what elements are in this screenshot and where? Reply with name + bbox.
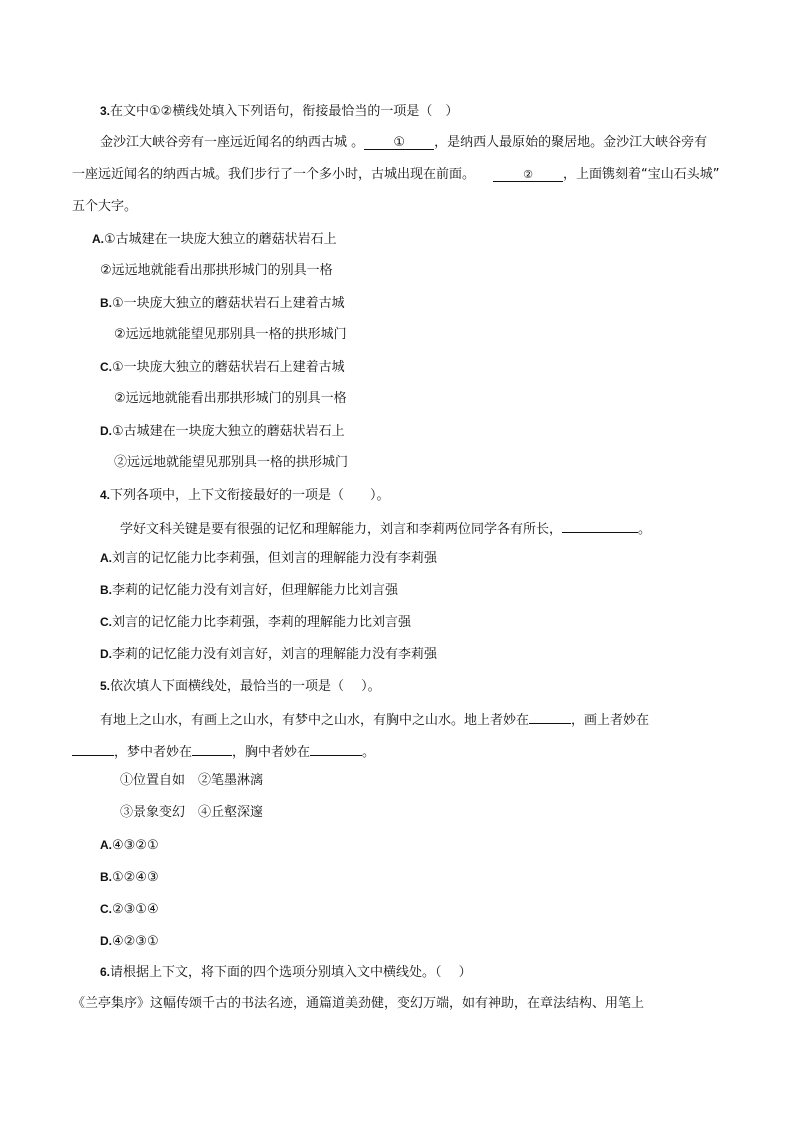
q5-passage-line-1: 有地上之山水，有画上之山水，有梦中之山水，有胸中之山水。地上者妙在 ，画上者妙在	[100, 709, 649, 730]
q5-blank-3	[192, 741, 232, 756]
q6-passage-line-1: 《兰亭集序》这幅传颂千古的书法名迹，通篇道美劲健，变幻万端，如有神助，在章法结构、用笔上	[72, 996, 645, 1011]
q3-stem: 3.在文中①②横线处填入下列语句，衔接最恰当的一项是（ ）	[100, 104, 459, 119]
q4-stem: 4.下列各项中，上下文衔接最好的一项是（ ）。	[100, 488, 390, 503]
q5-option-a: A.④③②①	[100, 838, 159, 853]
q4-option-b: B.李莉的记忆能力没有刘言好，但理解能力比刘言强	[100, 583, 399, 598]
q6-stem: 6.请根据上下文，将下面的四个选项分别填入文中横线处。（ ）	[100, 965, 472, 980]
q3-option-b-line-2: ②远远地就能望见那别具一格的拱形城门	[114, 327, 347, 342]
q3-option-c-line-1: C.①一块庞大独立的蘑菇状岩石上建着古城	[100, 360, 345, 375]
q5-choices-line-2: ③景象变幻 ④丘壑深邃	[120, 805, 264, 820]
q5-blank-1	[529, 709, 571, 724]
q5-option-c: C.②③①④	[100, 902, 159, 917]
q3-option-d-line-2: ②远远地就能望见那别具一格的拱形城门	[114, 455, 349, 470]
q4-option-d: D.李莉的记忆能力没有刘言好，刘言的理解能力没有李莉强	[100, 647, 438, 662]
q5-option-d: D.④②③①	[100, 934, 159, 949]
q4-option-a: A.刘言的记忆能力比李莉强，但刘言的理解能力没有李莉强	[100, 551, 438, 566]
q5-blank-4	[310, 741, 362, 756]
q3-passage-line-3: 五个大字。	[72, 199, 138, 214]
q3-option-c-line-2: ②远远地就能看出那拱形城门的别具一格	[114, 391, 347, 406]
q5-blank-2	[72, 741, 114, 756]
q4-passage: 学好文科关键是要有很强的记忆和理解能力，刘言和李莉两位同学各有所长， 。	[120, 518, 651, 539]
q3-blank-2: ②	[493, 167, 563, 182]
q4-option-c: C.刘言的记忆能力比李莉强，李莉的理解能力比刘言强	[100, 615, 412, 630]
q5-stem: 5.依次填人下面横线处，最恰当的一项是（ ）。	[100, 679, 381, 694]
q3-option-b-line-1: B.①一块庞大独立的蘑菇状岩石上建着古城	[100, 296, 345, 311]
q3-passage-line-1: 金沙江大峡谷旁有一座远近闻名的纳西古城 。 ① ，是纳西人最原始的聚居地。金沙江大峡谷旁有	[100, 135, 708, 150]
q5-option-b: B.①②④③	[100, 870, 159, 885]
q5-choices-line-1: ①位置自如 ②笔墨淋漓	[120, 773, 264, 788]
q3-option-d-line-1: D.①古城建在一块庞大独立的蘑菇状岩石上	[100, 424, 345, 439]
q5-passage-line-2: ，梦中者妙在 ，胸中者妙在 。	[72, 741, 375, 762]
q3-option-a-line-2: ②远远地就能看出那拱形城门的别具一格	[100, 263, 333, 278]
q3-option-a-line-1: A.①古城建在一块庞大独立的蘑菇状岩石上	[92, 232, 337, 247]
q3-passage-line-2: 一座远近闻名的纳西古城。我们步行了一个多小时，古城出现在前面。 ② ，上面镌刻着“宝山石头城”	[72, 167, 720, 182]
q3-blank-1: ①	[364, 135, 434, 150]
q4-blank	[562, 518, 638, 533]
